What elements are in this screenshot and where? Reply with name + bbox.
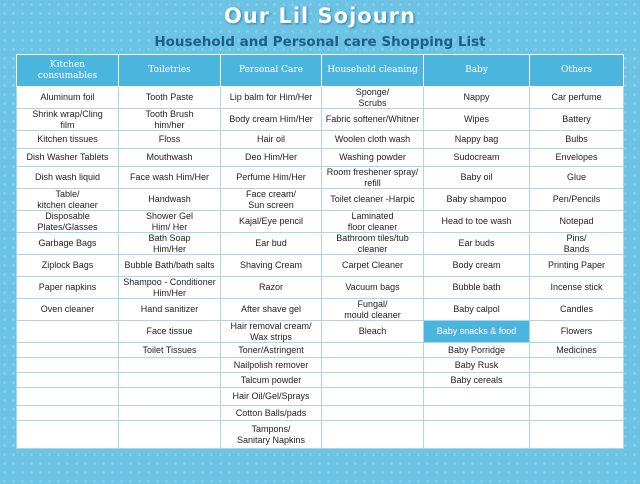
cell-household-cleaning: Room freshener spray/ refill <box>322 167 424 189</box>
cell-toiletries: Toilet Tissues <box>119 343 221 358</box>
cell-kitchen: Disposable Plates/Glasses <box>17 211 119 233</box>
cell-toiletries: Tooth Paste <box>119 87 221 109</box>
table-row <box>17 211 624 233</box>
cell-others: Medicines <box>530 343 624 358</box>
table-body <box>17 87 624 449</box>
cell-others <box>530 373 624 388</box>
cell-toiletries <box>119 358 221 373</box>
cell-baby <box>424 388 530 406</box>
cell-kitchen: Ziplock Bags <box>17 255 119 277</box>
cell-personal-care: Hair oil <box>221 131 322 149</box>
cell-others: Printing Paper <box>530 255 624 277</box>
cell-others <box>530 358 624 373</box>
table-row <box>17 299 624 321</box>
cell-household-cleaning: Toilet cleaner -Harpic <box>322 189 424 211</box>
cell-household-cleaning: Fabric softener/Whitner <box>322 109 424 131</box>
cell-kitchen <box>17 421 119 449</box>
cell-household-cleaning: Bleach <box>322 321 424 343</box>
cell-kitchen <box>17 406 119 421</box>
header-row <box>17 55 624 87</box>
cell-toiletries <box>119 421 221 449</box>
table-row <box>17 388 624 406</box>
page-title: Our Lil Sojourn <box>224 4 416 28</box>
page-subtitle: Household and Personal care Shopping List <box>154 34 486 50</box>
cell-others <box>530 421 624 449</box>
table-row <box>17 343 624 358</box>
cell-kitchen: Paper napkins <box>17 277 119 299</box>
cell-kitchen: Garbage Bags <box>17 233 119 255</box>
cell-baby: Ear buds <box>424 233 530 255</box>
cell-others: Flowers <box>530 321 624 343</box>
cell-household-cleaning: Carpet Cleaner <box>322 255 424 277</box>
cell-others: Bulbs <box>530 131 624 149</box>
cell-baby: Nappy <box>424 87 530 109</box>
cell-others <box>530 388 624 406</box>
table-row <box>17 421 624 449</box>
cell-toiletries: Floss <box>119 131 221 149</box>
cell-kitchen: Dish Washer Tablets <box>17 149 119 167</box>
cell-household-cleaning <box>322 373 424 388</box>
cell-household-cleaning: Laminated floor cleaner <box>322 211 424 233</box>
cell-household-cleaning: Bathroom tiles/tub cleaner <box>322 233 424 255</box>
cell-household-cleaning: Fungal/ mould cleaner <box>322 299 424 321</box>
cell-baby: Baby calpol <box>424 299 530 321</box>
cell-toiletries: Bath Soap Him/Her <box>119 233 221 255</box>
table-row <box>17 321 624 343</box>
cell-personal-care: Shaving Cream <box>221 255 322 277</box>
cell-personal-care: Tampons/ Sanitary Napkins <box>221 421 322 449</box>
table-row <box>17 358 624 373</box>
cell-personal-care: Deo Him/Her <box>221 149 322 167</box>
cell-baby: Body cream <box>424 255 530 277</box>
cell-personal-care: Talcum powder <box>221 373 322 388</box>
cell-toiletries <box>119 406 221 421</box>
cell-personal-care: Razor <box>221 277 322 299</box>
cell-kitchen <box>17 321 119 343</box>
cell-toiletries: Mouthwash <box>119 149 221 167</box>
cell-toiletries: Face wash Him/Her <box>119 167 221 189</box>
cell-personal-care: Perfume Him/Her <box>221 167 322 189</box>
cell-kitchen: Table/ kitchen cleaner <box>17 189 119 211</box>
cell-household-cleaning: Woolen cloth wash <box>322 131 424 149</box>
table-row <box>17 255 624 277</box>
cell-toiletries <box>119 388 221 406</box>
cell-kitchen <box>17 373 119 388</box>
cell-personal-care: Cotton Balls/pads <box>221 406 322 421</box>
cell-baby <box>424 421 530 449</box>
table-row <box>17 167 624 189</box>
cell-others: Envelopes <box>530 149 624 167</box>
cell-baby: Baby shampoo <box>424 189 530 211</box>
table-row <box>17 277 624 299</box>
cell-household-cleaning <box>322 358 424 373</box>
cell-others: Pen/Pencils <box>530 189 624 211</box>
header-toiletries: Toiletries <box>119 55 221 87</box>
cell-others <box>530 406 624 421</box>
cell-personal-care: Kajal/Eye pencil <box>221 211 322 233</box>
cell-kitchen: Dish wash liquid <box>17 167 119 189</box>
header-others: Others <box>530 55 624 87</box>
cell-household-cleaning <box>322 343 424 358</box>
cell-baby: Sudocream <box>424 149 530 167</box>
table-row <box>17 109 624 131</box>
cell-others: Notepad <box>530 211 624 233</box>
cell-others: Pins/ Bands <box>530 233 624 255</box>
cell-baby: Baby snacks & food <box>424 321 530 343</box>
cell-kitchen <box>17 343 119 358</box>
table-row <box>17 189 624 211</box>
cell-household-cleaning <box>322 406 424 421</box>
table-row <box>17 406 624 421</box>
cell-personal-care: Ear bud <box>221 233 322 255</box>
cell-kitchen: Shrink wrap/Cling film <box>17 109 119 131</box>
cell-kitchen: Aluminum foil <box>17 87 119 109</box>
cell-personal-care: Lip balm for Him/Her <box>221 87 322 109</box>
table-row <box>17 233 624 255</box>
cell-toiletries: Hand sanitizer <box>119 299 221 321</box>
cell-baby: Baby cereals <box>424 373 530 388</box>
cell-personal-care: Nailpolish remover <box>221 358 322 373</box>
cell-personal-care: Hair removal cream/ Wax strips <box>221 321 322 343</box>
cell-household-cleaning: Washing powder <box>322 149 424 167</box>
cell-toiletries: Handwash <box>119 189 221 211</box>
table-row <box>17 87 624 109</box>
cell-personal-care: Body cream Him/Her <box>221 109 322 131</box>
cell-baby: Baby Rusk <box>424 358 530 373</box>
cell-personal-care: Toner/Astringent <box>221 343 322 358</box>
table-row <box>17 131 624 149</box>
table-row <box>17 149 624 167</box>
cell-baby: Wipes <box>424 109 530 131</box>
cell-baby: Bubble bath <box>424 277 530 299</box>
cell-personal-care: Hair Oil/Gel/Sprays <box>221 388 322 406</box>
cell-others: Battery <box>530 109 624 131</box>
cell-others: Glue <box>530 167 624 189</box>
cell-toiletries: Tooth Brush him/her <box>119 109 221 131</box>
header-kitchen-consumables: Kitchen consumables <box>17 55 119 87</box>
cell-toiletries: Face tissue <box>119 321 221 343</box>
table-row <box>17 373 624 388</box>
cell-baby: Baby oil <box>424 167 530 189</box>
cell-toiletries: Shampoo - Conditioner Him/Her <box>119 277 221 299</box>
cell-kitchen <box>17 358 119 373</box>
cell-kitchen: Kitchen tissues <box>17 131 119 149</box>
cell-personal-care: After shave gel <box>221 299 322 321</box>
cell-baby <box>424 406 530 421</box>
cell-household-cleaning: Sponge/ Scrubs <box>322 87 424 109</box>
header-baby: Baby <box>424 55 530 87</box>
cell-baby: Nappy bag <box>424 131 530 149</box>
cell-household-cleaning: Vacuum bags <box>322 277 424 299</box>
cell-others: Incense stick <box>530 277 624 299</box>
cell-kitchen: Oven cleaner <box>17 299 119 321</box>
header-personal-care: Personal Care <box>221 55 322 87</box>
cell-baby: Baby Porridge <box>424 343 530 358</box>
cell-others: Candles <box>530 299 624 321</box>
cell-toiletries: Bubble Bath/bath salts <box>119 255 221 277</box>
header-household-cleaning: Household cleaning <box>322 55 424 87</box>
cell-toiletries <box>119 373 221 388</box>
cell-kitchen <box>17 388 119 406</box>
cell-others: Car perfume <box>530 87 624 109</box>
cell-baby: Head to toe wash <box>424 211 530 233</box>
cell-household-cleaning <box>322 421 424 449</box>
cell-personal-care: Face cream/ Sun screen <box>221 189 322 211</box>
cell-household-cleaning <box>322 388 424 406</box>
cell-toiletries: Shower Gel Him/ Her <box>119 211 221 233</box>
shopping-list-table <box>16 54 624 449</box>
